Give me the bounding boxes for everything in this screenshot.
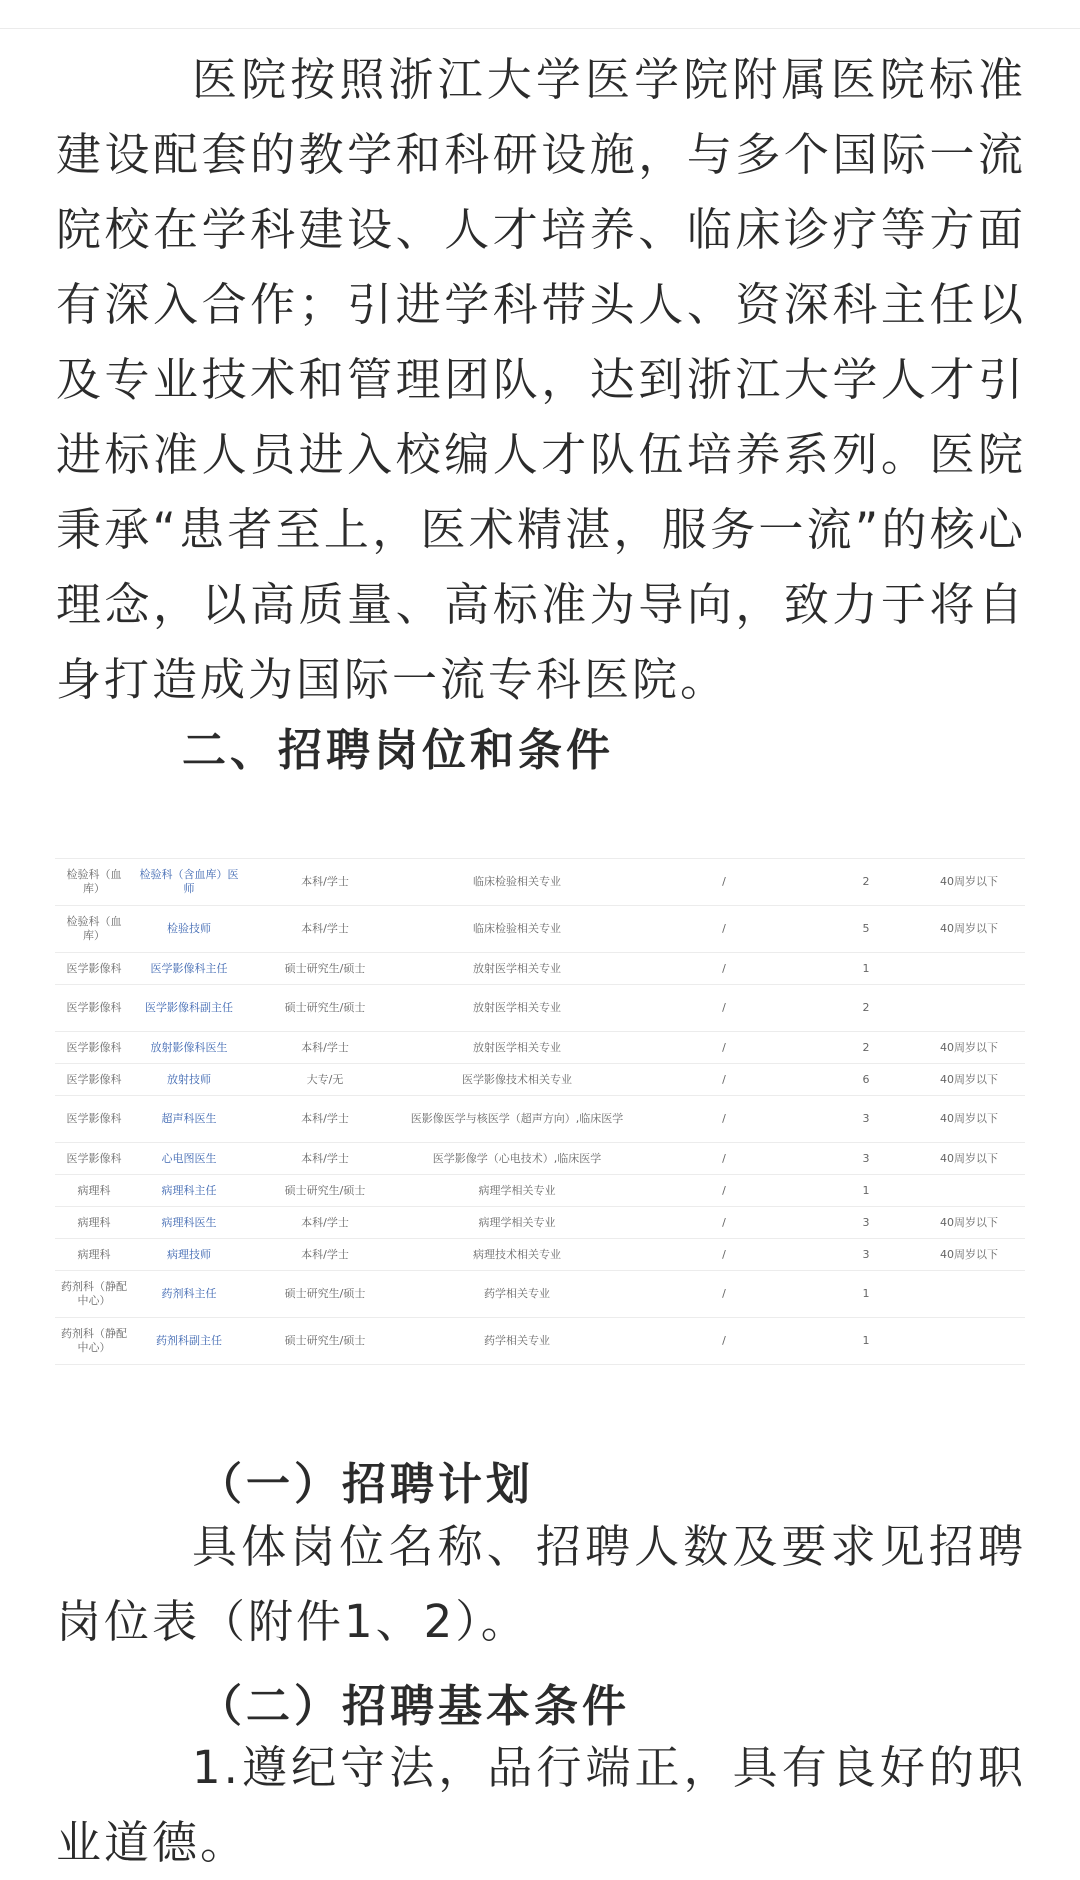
cell-count: 2 [819,1032,913,1064]
table-row [55,1271,1025,1318]
cell-post: 医学影像科副主任 [133,985,245,1032]
cell-education: 本科/学士 [245,1207,405,1239]
cell-education: 本科/学士 [245,1032,405,1064]
cell-count: 2 [819,985,913,1032]
cell-age: 40周岁以下 [913,1207,1025,1239]
cell-count: 2 [819,859,913,906]
table-row [55,1207,1025,1239]
cell-dept: 医学影像科 [55,985,133,1032]
cell-dept: 检验科（血库） [55,906,133,953]
cell-major: 医影像医学与核医学（超声方向）,临床医学 [405,1096,629,1143]
cell-age [913,1271,1025,1318]
cell-other: / [629,1239,819,1271]
positions-table [55,858,1025,1365]
table-row [55,1239,1025,1271]
cell-post: 医学影像科主任 [133,953,245,985]
cell-count: 3 [819,1096,913,1143]
cell-count: 3 [819,1239,913,1271]
cell-count: 3 [819,1207,913,1239]
basic-conditions-heading: （二）招聘基本条件 [198,1681,630,1732]
cell-dept: 病理科 [55,1207,133,1239]
cell-education: 本科/学士 [245,1143,405,1175]
table-row [55,1064,1025,1096]
cell-count: 3 [819,1143,913,1175]
cell-major: 病理技术相关专业 [405,1239,629,1271]
cell-major: 放射医学相关专业 [405,985,629,1032]
cell-education: 本科/学士 [245,859,405,906]
cell-dept: 检验科（血库） [55,859,133,906]
cell-education: 本科/学士 [245,1096,405,1143]
cell-education: 硕士研究生/硕士 [245,1318,405,1365]
cell-other: / [629,1064,819,1096]
cell-post: 检验技师 [133,906,245,953]
cell-dept: 医学影像科 [55,1096,133,1143]
cell-post: 检验科（含血库）医师 [133,859,245,906]
cell-education: 硕士研究生/硕士 [245,953,405,985]
cell-other: / [629,906,819,953]
table-row [55,953,1025,985]
cell-other: / [629,953,819,985]
condition-1-paragraph: 1.遵纪守法，品行端正，具有良好的职业道德。 [56,1741,1026,1869]
cell-major: 药学相关专业 [405,1271,629,1318]
cell-age [913,1318,1025,1365]
cell-dept: 病理科 [55,1175,133,1207]
cell-education: 大专/无 [245,1064,405,1096]
cell-dept: 医学影像科 [55,1143,133,1175]
cell-post: 病理技师 [133,1239,245,1271]
plan-paragraph: 具体岗位名称、招聘人数及要求见招聘岗位表（附件1、2）。 [56,1520,1026,1648]
cell-education: 本科/学士 [245,906,405,953]
cell-other: / [629,1143,819,1175]
cell-major: 药学相关专业 [405,1318,629,1365]
table-row [55,906,1025,953]
table-row [55,1175,1025,1207]
cell-age [913,953,1025,985]
cell-post: 病理科主任 [133,1175,245,1207]
cell-major: 放射医学相关专业 [405,953,629,985]
table-row [55,1143,1025,1175]
cell-dept: 医学影像科 [55,953,133,985]
cell-major: 病理学相关专业 [405,1175,629,1207]
cell-age [913,1175,1025,1207]
cell-age: 40周岁以下 [913,859,1025,906]
cell-education: 硕士研究生/硕士 [245,1175,405,1207]
cell-age: 40周岁以下 [913,1032,1025,1064]
cell-post: 药剂科副主任 [133,1318,245,1365]
cell-education: 本科/学士 [245,1239,405,1271]
cell-other: / [629,859,819,906]
cell-major: 放射医学相关专业 [405,1032,629,1064]
cell-post: 放射影像科医生 [133,1032,245,1064]
cell-major: 医学影像学（心电技术）,临床医学 [405,1143,629,1175]
cell-major: 医学影像技术相关专业 [405,1064,629,1096]
table-row [55,1318,1025,1365]
cell-age [913,985,1025,1032]
cell-count: 1 [819,953,913,985]
cell-post: 放射技师 [133,1064,245,1096]
cell-dept: 医学影像科 [55,1032,133,1064]
cell-count: 6 [819,1064,913,1096]
cell-age: 40周岁以下 [913,1239,1025,1271]
cell-dept: 药剂科（静配中心） [55,1271,133,1318]
cell-post: 药剂科主任 [133,1271,245,1318]
cell-dept: 医学影像科 [55,1064,133,1096]
cell-other: / [629,985,819,1032]
cell-post: 超声科医生 [133,1096,245,1143]
cell-count: 1 [819,1318,913,1365]
table-row [55,859,1025,906]
cell-dept: 病理科 [55,1239,133,1271]
cell-dept: 药剂科（静配中心） [55,1318,133,1365]
table-row [55,1032,1025,1064]
cell-post: 心电图医生 [133,1143,245,1175]
section-two-heading: 二、招聘岗位和条件 [182,725,614,776]
plan-heading: （一）招聘计划 [198,1459,534,1510]
cell-other: / [629,1207,819,1239]
cell-education: 硕士研究生/硕士 [245,985,405,1032]
cell-age: 40周岁以下 [913,1096,1025,1143]
cell-other: / [629,1032,819,1064]
cell-other: / [629,1096,819,1143]
cell-education: 硕士研究生/硕士 [245,1271,405,1318]
top-divider [0,28,1080,29]
cell-count: 5 [819,906,913,953]
cell-age: 40周岁以下 [913,906,1025,953]
cell-major: 临床检验相关专业 [405,906,629,953]
cell-other: / [629,1271,819,1318]
intro-paragraph: 医院按照浙江大学医学院附属医院标准建设配套的教学和科研设施，与多个国际一流院校在学科建设、人才培养、临床诊疗等方面有深入合作；引进学科带头人、资深科主任以及专业技术和管理团队，达到浙江大学人才引进标准人员进入校编人才队伍培养系列。医院秉承“患者至上，医术精湛，服务一流”的核心理念，以高质量、高标准为导向，致力于将自身打造成为国际一流专科医院。 [56,53,1026,706]
cell-major: 病理学相关专业 [405,1207,629,1239]
cell-count: 1 [819,1175,913,1207]
cell-other: / [629,1175,819,1207]
cell-count: 1 [819,1271,913,1318]
cell-other: / [629,1318,819,1365]
cell-major: 临床检验相关专业 [405,859,629,906]
cell-age: 40周岁以下 [913,1064,1025,1096]
cell-age: 40周岁以下 [913,1143,1025,1175]
cell-post: 病理科医生 [133,1207,245,1239]
table-row [55,1096,1025,1143]
table-row [55,985,1025,1032]
